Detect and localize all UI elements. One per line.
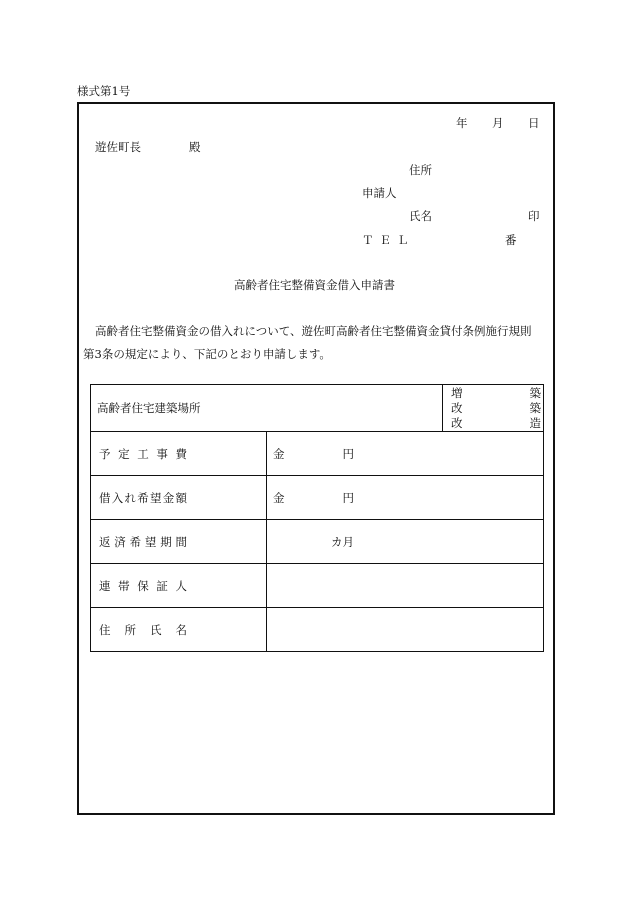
label-char: 希 bbox=[129, 534, 142, 549]
address-label: 住所 bbox=[409, 163, 432, 177]
label-char: 帯 bbox=[118, 578, 130, 593]
label-char: 名 bbox=[175, 622, 187, 637]
guarantor-label bbox=[99, 578, 187, 594]
application-detail-table bbox=[90, 384, 544, 652]
guarantor-row bbox=[91, 564, 544, 608]
amount-unit: 円 bbox=[342, 446, 354, 461]
label-char: 予 bbox=[99, 446, 111, 461]
label-char: 人 bbox=[175, 578, 187, 593]
body-line-1: 高齢者住宅整備資金の借入れについて、遊佐町高齢者住宅整備資金貸付条例施行規則 bbox=[95, 324, 532, 338]
form-number: 様式第1号 bbox=[77, 84, 131, 98]
construction-type-option: 改 築 bbox=[451, 400, 541, 415]
loan-amount-label bbox=[99, 490, 187, 506]
planned-cost-label bbox=[99, 446, 187, 462]
label-char: 事 bbox=[156, 446, 168, 461]
addressee-honorific: 殿 bbox=[189, 140, 201, 154]
label-char: 定 bbox=[118, 446, 130, 461]
row-label-cell bbox=[91, 608, 267, 652]
construction-type-cell bbox=[443, 385, 544, 432]
document-title: 高齢者住宅整備資金借入申請書 bbox=[234, 278, 395, 292]
period-unit: カ月 bbox=[331, 534, 354, 549]
seal-mark: 印 bbox=[528, 209, 540, 223]
date-day: 日 bbox=[528, 116, 540, 130]
repayment-period-row bbox=[91, 520, 544, 564]
label-char: れ bbox=[124, 490, 136, 505]
repayment-period-field[interactable] bbox=[267, 520, 544, 564]
label-char: 返 bbox=[99, 534, 111, 549]
amount-prefix: 金 bbox=[273, 446, 285, 461]
planned-cost-row bbox=[91, 432, 544, 476]
row-label-cell bbox=[91, 476, 267, 520]
guarantor-address-row bbox=[91, 608, 544, 652]
tel-suffix: 番 bbox=[505, 233, 517, 247]
construction-type-option: 改 造 bbox=[451, 415, 541, 430]
row-label-cell bbox=[91, 520, 267, 564]
tel-label: ＴＥＬ bbox=[362, 233, 415, 247]
amount-unit: 円 bbox=[342, 490, 354, 505]
label-char: 望 bbox=[144, 534, 157, 549]
label-char: 入 bbox=[111, 490, 124, 505]
label-char: 額 bbox=[175, 490, 187, 505]
label-char: 借 bbox=[99, 490, 111, 505]
label-char: 氏 bbox=[150, 622, 162, 637]
planned-cost-field[interactable] bbox=[267, 432, 544, 476]
repayment-period-label bbox=[99, 534, 187, 550]
label-char: 期 bbox=[160, 534, 172, 549]
addressee-name: 遊佐町長 bbox=[95, 140, 141, 154]
label-char: 保 bbox=[137, 578, 149, 593]
construction-type-option: 増 築 bbox=[451, 385, 541, 400]
date-month: 月 bbox=[492, 116, 504, 130]
label-char: 望 bbox=[150, 490, 162, 505]
label-char: 金 bbox=[162, 490, 175, 505]
location-cell bbox=[91, 385, 443, 432]
guarantor-address-field[interactable] bbox=[267, 608, 544, 652]
label-char: 証 bbox=[156, 578, 168, 593]
label-char: 所 bbox=[124, 622, 136, 637]
name-label: 氏名 bbox=[409, 209, 432, 223]
amount-prefix: 金 bbox=[273, 490, 285, 505]
label-char: 連 bbox=[99, 578, 111, 593]
date-year: 年 bbox=[456, 116, 468, 130]
body-line-2: 第3条の規定により、下記のとおり申請します。 bbox=[83, 347, 331, 361]
label-char: 住 bbox=[99, 622, 111, 637]
guarantor-field[interactable] bbox=[267, 564, 544, 608]
label-char: 間 bbox=[175, 534, 187, 549]
row-label-cell bbox=[91, 564, 267, 608]
applicant-label: 申請人 bbox=[362, 186, 397, 200]
guarantor-address-label bbox=[99, 622, 187, 638]
label-char: 済 bbox=[114, 534, 126, 549]
label-char: 工 bbox=[137, 446, 149, 461]
row-label-cell bbox=[91, 432, 267, 476]
label-char: 希 bbox=[137, 490, 149, 505]
label-char: 費 bbox=[175, 446, 187, 461]
location-row bbox=[91, 385, 544, 432]
loan-amount-row bbox=[91, 476, 544, 520]
loan-amount-field[interactable] bbox=[267, 476, 544, 520]
location-label: 高齢者住宅建築場所 bbox=[97, 401, 201, 415]
